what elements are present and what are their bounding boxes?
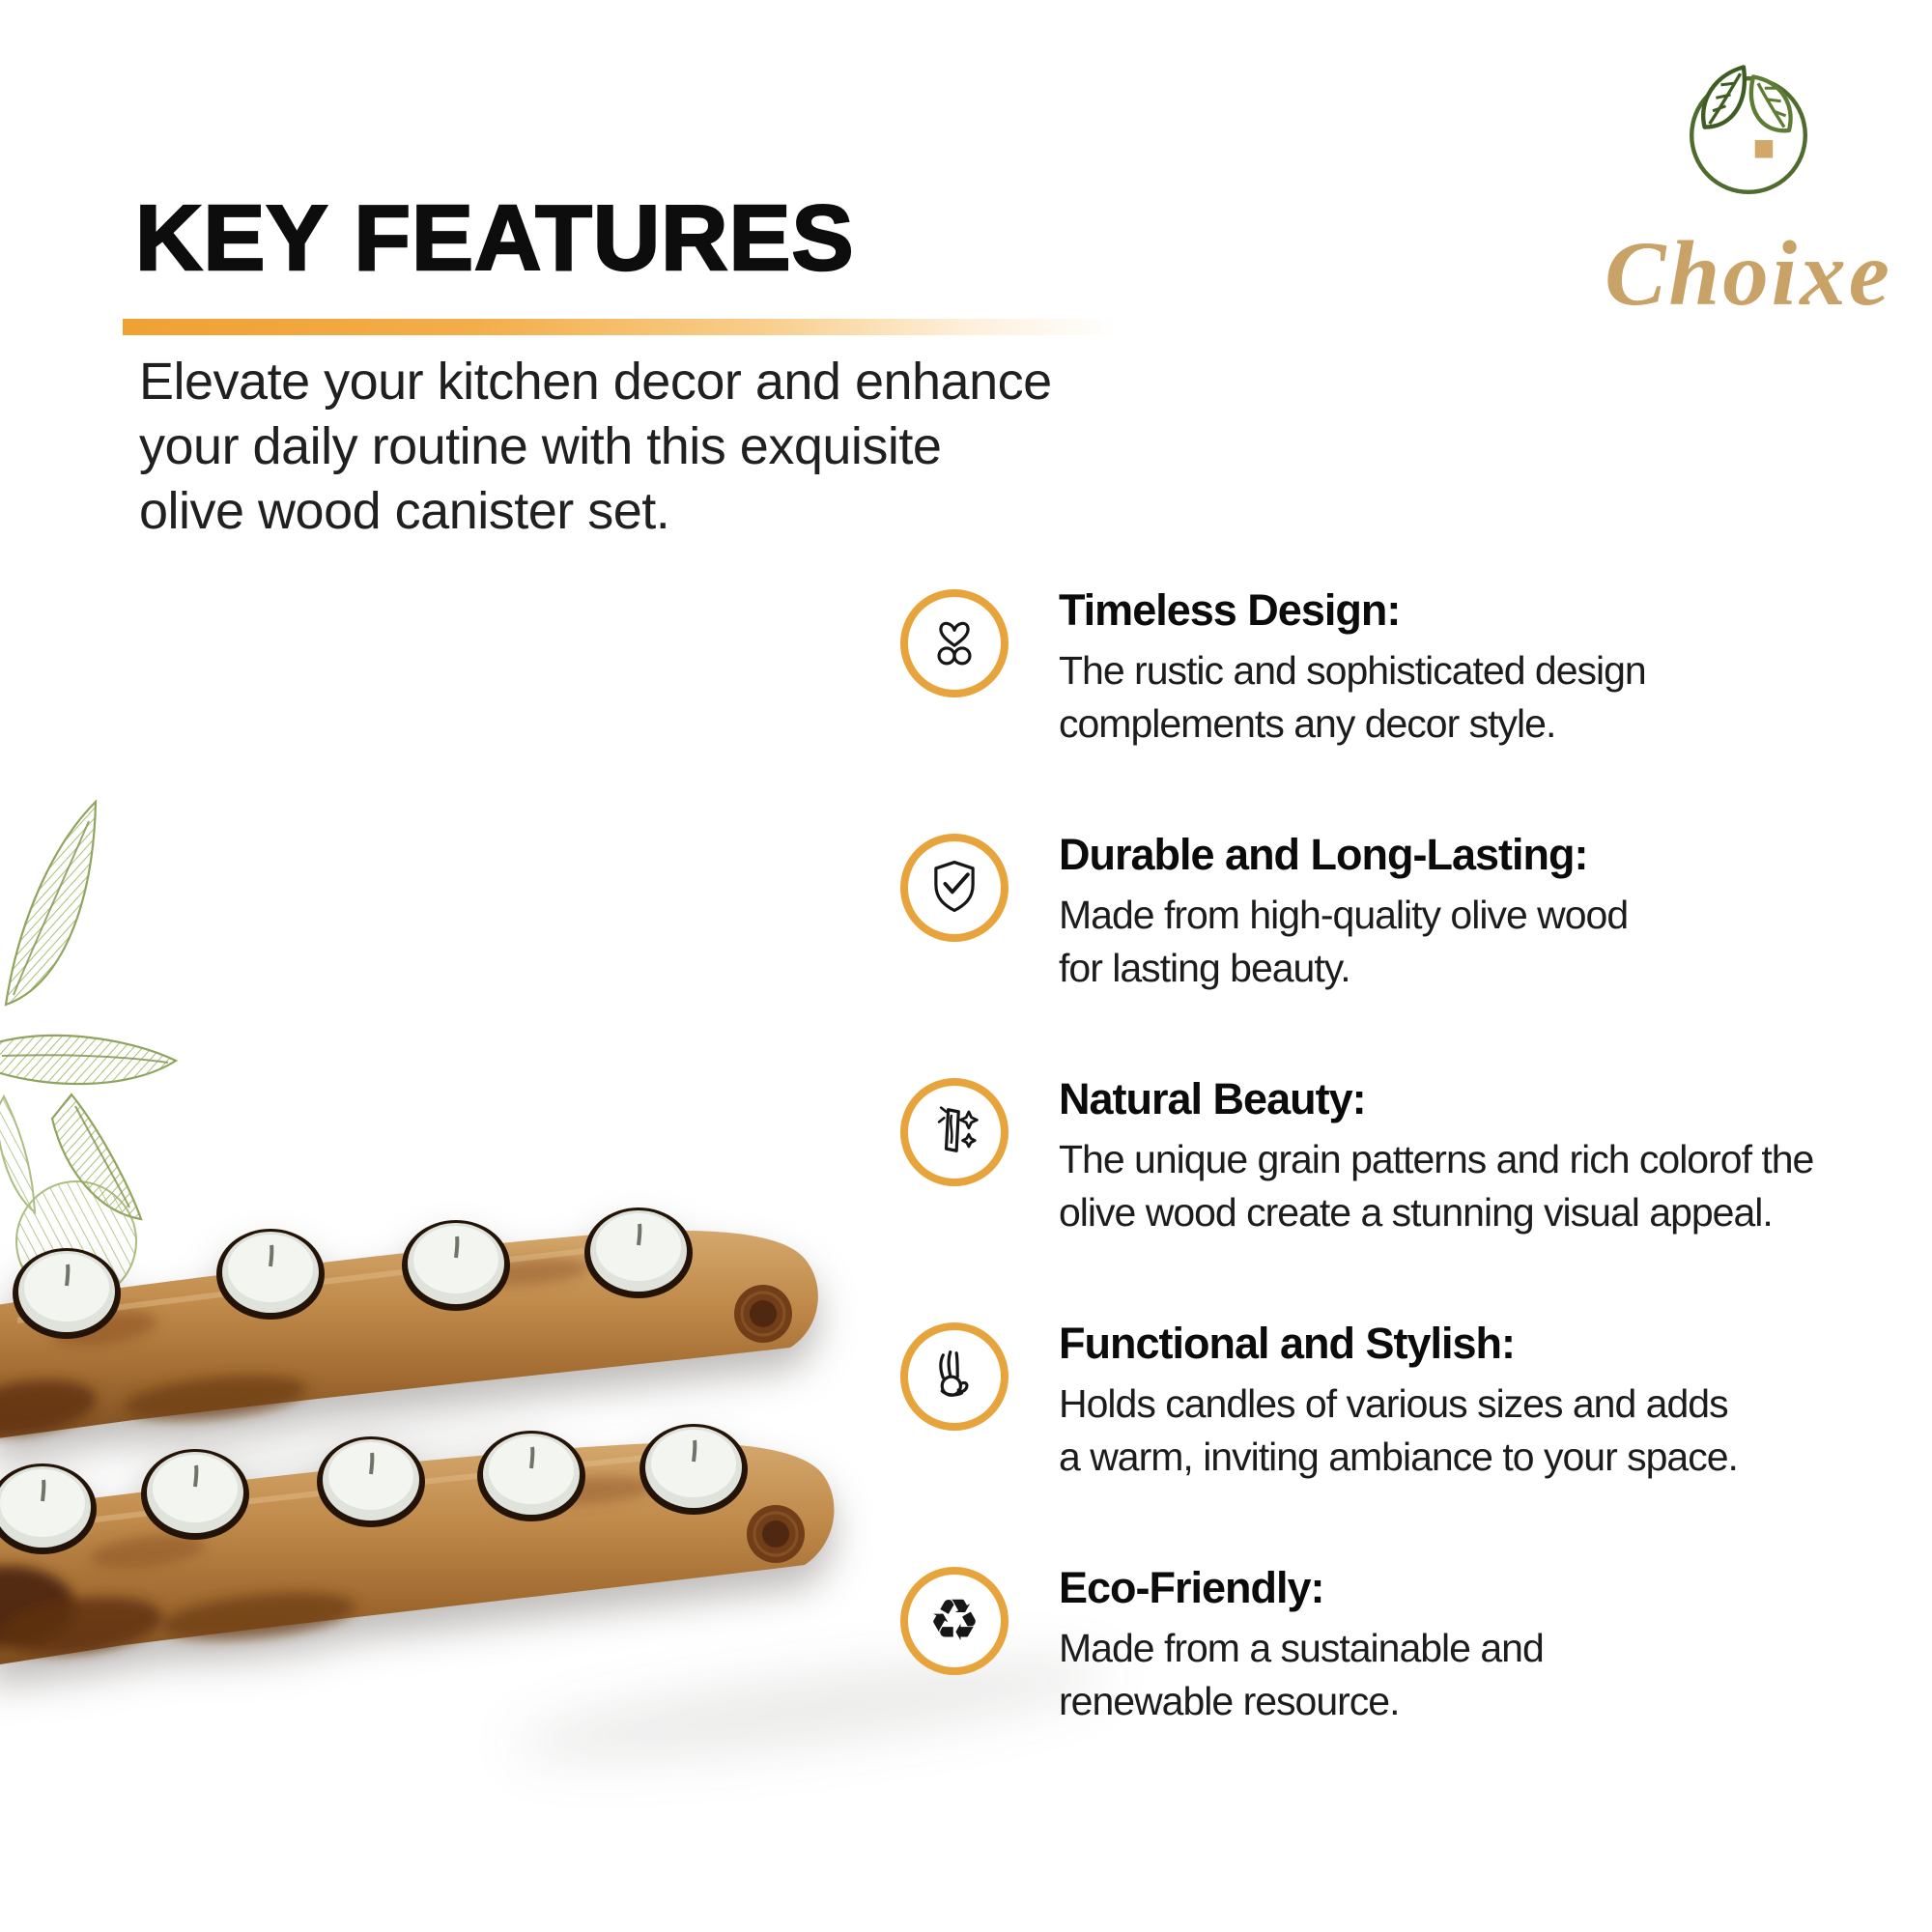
feature-item: [900, 830, 1905, 996]
feature-line: complements any decor style.: [1059, 701, 1556, 746]
feature-title: Durable and Long-Lasting:: [1059, 830, 1588, 879]
feature-icon-ring: [900, 589, 1009, 697]
feature-line: for lasting beauty.: [1059, 946, 1350, 990]
feature-title: Functional and Stylish:: [1059, 1319, 1516, 1368]
feature-line: Made from high-quality olive wood: [1059, 893, 1629, 937]
feature-item: [900, 585, 1905, 752]
feature-icon-ring: [900, 834, 1009, 942]
wood-sparkle-icon: [922, 1097, 987, 1168]
feature-line: The rustic and sophisticated design: [1059, 648, 1646, 693]
intro-line: olive wood canister set.: [139, 482, 670, 540]
feature-item: [900, 1074, 1905, 1240]
heart-infinity-icon: [922, 609, 987, 679]
feature-icon-ring: [900, 1078, 1009, 1186]
feature-icon-ring: [900, 1567, 1009, 1675]
feature-item: [900, 1319, 1905, 1485]
page-title: KEY FEATURES: [135, 186, 855, 290]
feature-line: renewable resource.: [1059, 1679, 1400, 1723]
wood-log-bottom: [0, 1399, 887, 1732]
feature-title: Natural Beauty:: [1059, 1074, 1366, 1123]
recycle-icon: ♻: [928, 1587, 980, 1655]
feature-line: a warm, inviting ambiance to your space.: [1059, 1435, 1738, 1479]
feature-list: [900, 585, 1905, 1807]
ok-hand-icon: [922, 1342, 987, 1412]
feature-line: The unique grain patterns and rich colorof the: [1059, 1137, 1814, 1181]
shield-check-icon: [922, 853, 987, 923]
feature-line: olive wood create a stunning visual appeal.: [1059, 1190, 1773, 1235]
title-underline: [123, 319, 1118, 335]
feature-line: Holds candles of various sizes and adds: [1059, 1381, 1728, 1426]
brand-logo: [1584, 54, 1913, 327]
feature-item: [900, 1563, 1905, 1729]
brand-name: Choixe: [1605, 222, 1892, 325]
feature-line: Made from a sustainable and: [1059, 1626, 1544, 1670]
intro-line: your daily routine with this exquisite: [139, 417, 942, 475]
leaf-house-logo-icon: [1584, 54, 1913, 216]
feature-title: Eco-Friendly:: [1059, 1563, 1324, 1612]
intro-paragraph: [139, 350, 1052, 544]
intro-line: Elevate your kitchen decor and enhance: [139, 353, 1052, 411]
feature-title: Timeless Design:: [1059, 585, 1401, 635]
feature-icon-ring: [900, 1322, 1009, 1431]
